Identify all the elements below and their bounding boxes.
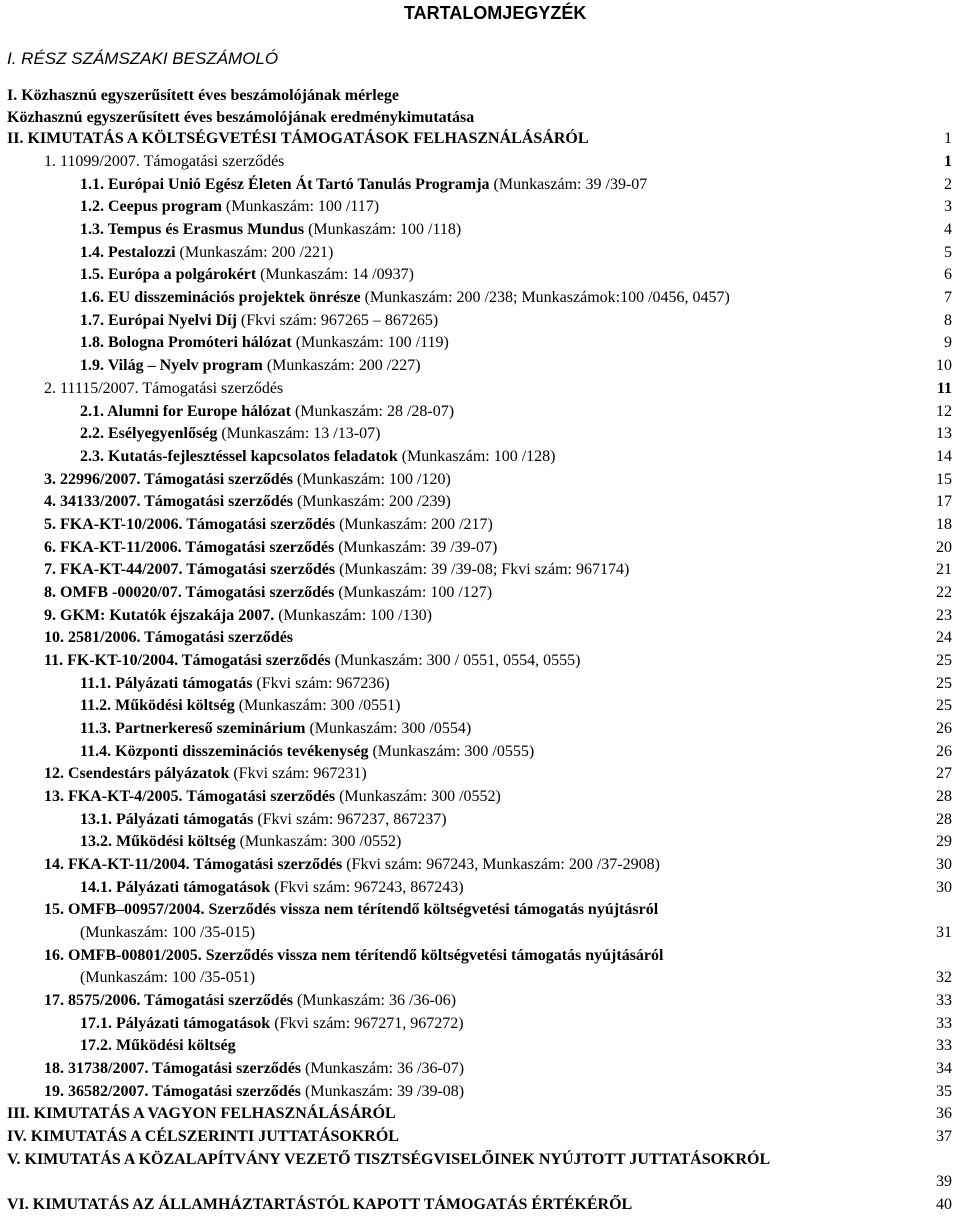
toc-entry[interactable] [44,492,451,512]
toc-page-number: 10 [936,357,952,374]
toc-entry-title: 17.2. Működési költség [80,1037,236,1054]
toc-entry-detail: (Munkaszám: 14 /0937) [256,266,414,283]
toc-entry-title: V. KIMUTATÁS A KÖZALAPÍTVÁNY VEZETŐ TISZTSÉGVISELŐINEK NYÚJTOTT JUTTATÁSOKRÓL [7,1151,771,1168]
toc-page-number: 25 [936,697,952,714]
toc-page-number: 17 [936,493,952,510]
toc-entry-title: 14.1. Pályázati támogatások [80,879,271,896]
toc-entry[interactable] [7,108,474,128]
toc-page-number: 37 [936,1128,952,1145]
toc-page-number: 26 [936,720,952,737]
toc-entry-title: 1.4. Pestalozzi [80,244,176,261]
toc-entry[interactable] [7,1195,632,1215]
toc-page-number: 14 [936,448,952,465]
toc-entry-detail: 1. 11099/2007. Támogatási szerződés [44,153,285,170]
toc-page-number: 6 [944,266,952,283]
toc-entry-detail: (Munkaszám: 300 /0552) [335,788,501,805]
toc-page-number: 33 [936,1015,952,1032]
toc-entry-title: Közhasznú egyszerűsített éves beszámolójának eredménykimutatása [7,109,475,126]
toc-entry-detail: (Munkaszám: 300 /0552) [235,833,402,850]
toc-entry-detail: (Munkaszám: 200 /221) [175,244,334,261]
toc-entry[interactable] [80,424,380,444]
toc-entry-title: 1.1. Európai Unió Egész Életen Át Tartó Tanulás Programja [80,176,490,193]
toc-page-number: 9 [944,334,952,351]
page-title: TARTALOMJEGYZÉK [404,3,587,23]
toc-entry-title: 17.1. Pályázati támogatások [80,1015,271,1032]
toc-page-number: 5 [944,244,952,261]
toc-page-number: 8 [944,312,952,329]
toc-entry-title: 2.3. Kutatás-fejlesztéssel kapcsolatos feladatok [80,448,398,465]
toc-entry[interactable] [80,1014,464,1034]
toc-entry-detail: (Munkaszám: 39 /39-08) [301,1083,465,1100]
toc-entry[interactable] [7,1150,770,1170]
toc-entry-detail: (Munkaszám: 100 /127) [334,584,493,601]
toc-entry[interactable] [80,878,464,898]
toc-page-number: 20 [936,539,952,556]
toc-entry-title: 1.2. Ceepus program [80,198,222,215]
toc-entry-title: VI. KIMUTATÁS AZ ÁLLAMHÁZTARTÁSTÓL KAPOTT TÁMOGATÁS ÉRTÉKÉRŐL [7,1196,633,1213]
toc-entry[interactable] [7,1104,396,1124]
toc-entry-detail: (Munkaszám: 200 /217) [335,516,493,533]
toc-entry-title: 11.1. Pályázati támogatás [80,675,253,692]
toc-page-number: 26 [936,743,952,760]
toc-entry-title: IV. KIMUTATÁS A CÉLSZERINTI JUTTATÁSOKRÓL [7,1128,399,1145]
toc-entry[interactable] [80,447,556,467]
toc-page-number: 34 [936,1060,952,1077]
toc-entry[interactable] [80,402,454,422]
toc-entry[interactable] [44,606,432,626]
toc-page-number: 28 [936,811,952,828]
toc-page-number: 33 [936,1037,952,1054]
toc-entry-detail: 2. 11115/2007. Támogatási szerződés [44,380,284,397]
toc-entry-detail: (Munkaszám: 300 /0555) [368,743,535,760]
toc-entry-detail: (Fkvi szám: 967237, 867237) [253,811,447,828]
toc-entry-title: 7. FKA-KT-44/2007. Támogatási szerződés [44,561,336,578]
toc-entry-title: 13. FKA-KT-4/2005. Támogatási szerződés [44,788,336,805]
toc-page-number: 24 [936,629,952,646]
toc-entry-detail: (Fkvi szám: 967265 – 867265) [236,312,439,329]
toc-page-number: 25 [936,675,952,692]
toc-entry[interactable] [44,379,283,399]
toc-entry-title: 2.1. Alumni for Europe hálózat [80,403,291,420]
toc-entry-title: 17. 8575/2006. Támogatási szerződés [44,992,294,1009]
toc-entry-detail: (Fkvi szám: 967271, 967272) [270,1015,464,1032]
toc-entry[interactable] [80,311,438,331]
toc-entry[interactable] [44,1082,464,1102]
toc-page-number: 33 [936,992,952,1009]
toc-entry-detail: (Munkaszám: 100 /130) [274,607,432,624]
toc-page-number: 30 [936,879,952,896]
toc-page-number: 28 [936,788,952,805]
toc-entry[interactable] [44,470,451,490]
toc-page-number: 3 [944,198,952,215]
toc-entry[interactable] [44,1059,464,1079]
toc-entry-title: 1.8. Bologna Promóteri hálózat [80,334,292,351]
toc-entry[interactable] [80,197,379,217]
toc-page-number: 31 [936,924,952,941]
toc-entry[interactable] [80,220,461,240]
toc-entry[interactable] [80,742,534,762]
toc-entry-detail: (Munkaszám: 200 /239) [293,493,451,510]
toc-page-number: 36 [936,1105,952,1122]
toc-entry[interactable] [80,265,414,285]
toc-entry[interactable] [44,628,293,648]
toc-entry[interactable] [80,810,447,830]
toc-entry-title: II. KIMUTATÁS A KÖLTSÉGVETÉSI TÁMOGATÁSOK FELHASZNÁLÁSÁRÓL [7,130,589,147]
toc-entry-title: 15. OMFB–00957/2004. Szerződés vissza nem térítendő költségvetési támogatás nyújtásról [44,901,659,918]
toc-entry-detail: (Fkvi szám: 967236) [252,675,390,692]
toc-entry-title: 3. 22996/2007. Támogatási szerződés [44,471,294,488]
toc-entry-title: 6. FKA-KT-11/2006. Támogatási szerződés [44,539,335,556]
toc-entry[interactable] [80,243,333,263]
toc-entry[interactable] [80,1036,236,1056]
part-heading: I. RÉSZ SZÁMSZAKI BESZÁMOLÓ [7,49,279,68]
toc-entry-detail: (Munkaszám: 39 /39-08; Fkvi szám: 967174) [335,561,630,578]
toc-entry-detail: (Munkaszám: 300 / 0551, 0554, 0555) [330,652,581,669]
toc-entry-title: 13.2. Működési költség [80,833,236,850]
toc-entry[interactable] [80,923,255,943]
toc-entry[interactable] [7,129,588,149]
toc-entry-title: 13.1. Pályázati támogatás [80,811,254,828]
toc-entry-detail: (Munkaszám: 39 /39-07) [334,539,498,556]
toc-entry[interactable] [80,674,390,694]
toc-page-number: 27 [936,765,952,782]
toc-entry-title: 11.3. Partnerkereső szeminárium [80,720,306,737]
toc-entry-title: 1.3. Tempus és Erasmus Mundus [80,221,305,238]
toc-entry-title: 18. 31738/2007. Támogatási szerződés [44,1060,302,1077]
toc-entry[interactable] [44,991,456,1011]
toc-entry[interactable] [80,288,730,308]
toc-page-number: 29 [936,833,952,850]
toc-entry[interactable] [80,832,401,852]
toc-entry-detail: (Munkaszám: 28 /28-07) [290,403,455,420]
toc-entry[interactable] [80,696,400,716]
toc-entry[interactable] [7,86,399,106]
toc-entry-detail: (Munkaszám: 100 /35-051) [80,969,256,986]
toc-entry[interactable] [44,651,580,671]
toc-page-number: 2 [944,176,952,193]
toc-page-number: 1 [944,130,952,147]
toc-entry-detail: (Munkaszám: 100 /117) [221,198,380,215]
toc-page-number: 23 [936,607,952,624]
toc-entry[interactable] [44,583,492,603]
toc-entry-detail: (Munkaszám: 100 /120) [293,471,451,488]
toc-entry[interactable] [80,175,647,195]
toc-entry-detail: (Munkaszám: 100 /35-015) [80,924,256,941]
toc-entry-title: 1.7. Európai Nyelvi Díj [80,312,237,329]
toc-entry[interactable] [44,515,493,535]
toc-entry-title: 1.6. EU disszeminációs projektek önrésze [80,289,361,306]
toc-page-number: 15 [936,471,952,488]
toc-entry-title: 14. FKA-KT-11/2004. Támogatási szerződés [44,856,343,873]
toc-entry-title: III. KIMUTATÁS A VAGYON FELHASZNÁLÁSÁRÓL [7,1105,396,1122]
toc-entry-title: 2.2. Esélyegyenlőség [80,425,218,442]
toc-entry-title: 4. 34133/2007. Támogatási szerződés [44,493,294,510]
toc-page-number: 18 [936,516,952,533]
toc-entry-detail: (Munkaszám: 13 /13-07) [217,425,381,442]
toc-page-number: 22 [936,584,952,601]
toc-page-number: 7 [944,289,952,306]
toc-page-number: 40 [936,1196,952,1213]
toc-entry-detail: (Munkaszám: 300 /0554) [305,720,472,737]
toc-entry[interactable] [44,560,629,580]
toc-entry-title: 16. OMFB-00801/2005. Szerződés vissza nem térítendő költségvetési támogatás nyújtásáról [44,947,664,964]
toc-entry-title: 11.2. Működési költség [80,697,235,714]
toc-page-number: 11 [936,380,952,397]
toc-entry-title: 11.4. Központi disszeminációs tevékenység [80,743,369,760]
toc-entry-detail: (Fkvi szám: 967243, Munkaszám: 200 /37-2908) [342,856,660,873]
toc-entry[interactable] [44,900,658,920]
toc-page-number: 35 [936,1083,952,1100]
toc-entry-detail: (Munkaszám: 200 /227) [262,357,421,374]
toc-page-number: 13 [936,425,952,442]
toc-entry[interactable] [44,787,501,807]
toc-page-number: 21 [936,561,952,578]
toc-entry-detail: (Munkaszám: 36 /36-06) [293,992,457,1009]
toc-page-number: 4 [944,221,952,238]
toc-entry[interactable] [44,855,660,875]
toc-entry-detail: (Munkaszám: 36 /36-07) [301,1060,465,1077]
toc-entry-detail: (Munkaszám: 39 /39-07 [489,176,648,193]
toc-entry-detail: (Munkaszám: 100 /119) [291,334,449,351]
toc-entry[interactable] [44,946,663,966]
toc-entry[interactable] [80,719,471,739]
toc-entry[interactable] [44,152,284,172]
toc-entry[interactable] [44,764,367,784]
toc-entry-title: 10. 2581/2006. Támogatási szerződés [44,629,294,646]
toc-entry-title: 19. 36582/2007. Támogatási szerződés [44,1083,302,1100]
toc-entry-title: 11. FK-KT-10/2004. Támogatási szerződés [44,652,331,669]
toc-entry-detail: (Fkvi szám: 967231) [229,765,367,782]
toc-entry-detail: (Munkaszám: 100 /128) [397,448,556,465]
toc-entry[interactable] [7,1127,399,1147]
toc-entry-title: 8. OMFB -00020/07. Támogatási szerződés [44,584,335,601]
toc-page-number: 1 [944,153,952,170]
toc-entry-detail: (Munkaszám: 300 /0551) [234,697,401,714]
toc-entry-title: 1.9. Világ – Nyelv program [80,357,263,374]
toc-page-number: 39 [936,1173,952,1190]
toc-entry-detail: (Fkvi szám: 967243, 867243) [270,879,464,896]
toc-entry-title: 5. FKA-KT-10/2006. Támogatási szerződés [44,516,336,533]
toc-page-number: 32 [936,969,952,986]
toc-page-number: 30 [936,856,952,873]
toc-entry-detail: (Munkaszám: 200 /238; Munkaszámok:100 /0456, 0457) [360,289,730,306]
toc-entry[interactable] [80,356,421,376]
toc-entry-title: I. Közhasznú egyszerűsített éves beszámolójának mérlege [7,87,399,104]
toc-entry[interactable] [44,538,497,558]
toc-page-number: 25 [936,652,952,669]
toc-entry-detail: (Munkaszám: 100 /118) [304,221,462,238]
toc-entry-title: 12. Csendestárs pályázatok [44,765,230,782]
toc-entry-title: 9. GKM: Kutatók éjszakája 2007. [44,607,275,624]
toc-entry[interactable] [80,968,255,988]
toc-page-number: 12 [936,403,952,420]
toc-entry[interactable] [80,333,449,353]
toc-entry-title: 1.5. Európa a polgárokért [80,266,257,283]
